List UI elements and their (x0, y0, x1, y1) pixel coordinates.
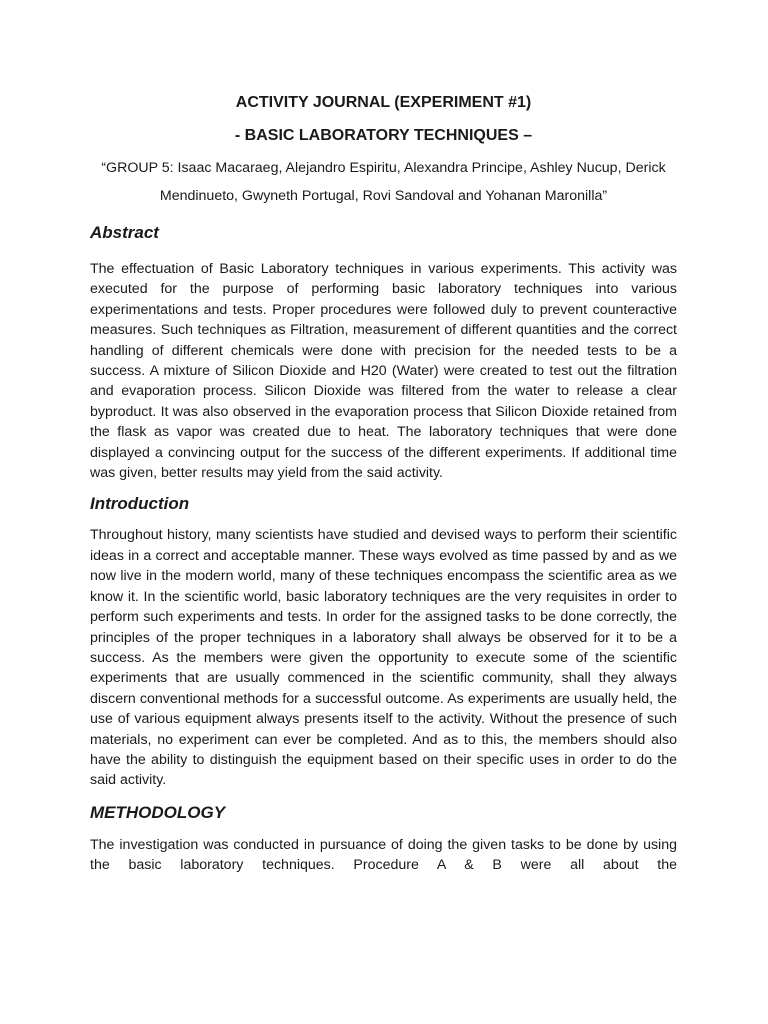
author-list: “GROUP 5: Isaac Macaraeg, Alejandro Espiritu, Alexandra Principe, Ashley Nucup, Derick Mendinueto, Gwyneth Portugal, Rovi Sandoval and Yohanan Maronilla” (101, 160, 666, 204)
document-subtitle: - BASIC LABORATORY TECHNIQUES – (234, 127, 533, 144)
abstract-heading: Abstract (90, 223, 159, 242)
introduction-heading: Introduction (90, 494, 190, 514)
methodology-paragraph: The investigation was conducted in pursuance of doing the given tasks to be done by using the basic laboratory techniques. Procedure A & B were all about the (90, 836, 677, 874)
document-title: ACTIVITY JOURNAL (EXPERIMENT #1) (235, 94, 532, 111)
document-page (90, 88, 677, 876)
methodology-heading: METHODOLOGY (90, 802, 226, 822)
abstract-paragraph: The effectuation of Basic Laboratory techniques in various experiments. This activity was executed for the purpose of performing basic laboratory techniques into various experimentations and tests. Proper procedures were followed duly to prevent counteractive measures. Such techniques as Filtration, measurement of different quantities and the correct handling of different chemicals were done with precision for the needed tests to be a success. A mixture of Silicon Dioxide and H20 (Water) were created to test out the filtration and evaporation process. Silicon Dioxide was filtered from the water to release a clear byproduct. It was also observed in the evaporation process that Silicon Dioxide retained from the flask as vapor was created due to heat. The laboratory techniques that were done displayed a convincing output for the success of the different experiments. If additional time was given, better results may yield from the said activity. (90, 261, 677, 482)
introduction-paragraph: Throughout history, many scientists have studied and devised ways to perform their scientific ideas in a correct and acceptable manner. These ways evolved as time passed by and as we now live in the modern world, many of these techniques encompass the scientific area as we know it. In the scientific world, basic laboratory techniques are the very requisites in order to perform such experiments and tests. In order for the assigned tasks to be done correctly, the principles of the proper techniques in a laboratory shall always be observed for it to be a success. As the members were given the opportunity to execute some of the scientific experiments that are usually commenced in the scientific community, shall they always discern conventional methods for a successful outcome. As experiments are usually held, the use of various equipment always presents itself to the activity. Without the presence of such materials, no experiment can ever be completed. And as to this, the members should also have the ability to distinguish the equipment based on their specific uses in order to do the said activity. (90, 527, 677, 789)
